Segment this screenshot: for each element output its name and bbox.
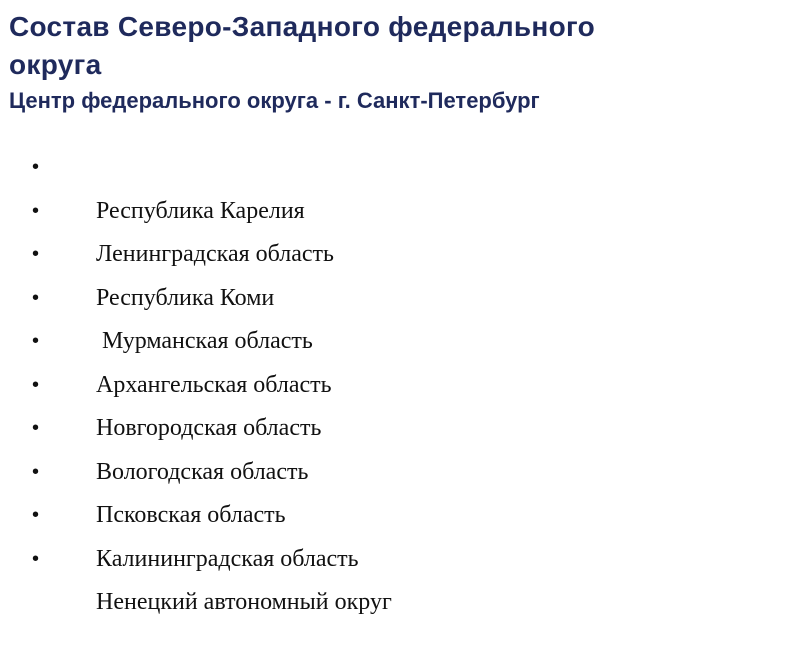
- region-label: Республика Коми: [96, 284, 275, 311]
- list-item-pskov-oblast: [32, 451, 392, 528]
- title-block: [9, 8, 769, 116]
- region-list: [32, 146, 392, 615]
- bullet-icon: •: [32, 286, 40, 309]
- bullet-icon: •: [32, 504, 40, 526]
- bullet-icon: •: [32, 373, 40, 396]
- bullet-icon: •: [32, 156, 40, 178]
- bullet-icon: •: [32, 243, 40, 265]
- region-label: Республика Карелия: [96, 197, 305, 224]
- bullet-icon: •: [32, 330, 40, 352]
- list-item-republic-komi: [32, 233, 392, 311]
- list-item-kaliningrad-oblast: [32, 494, 392, 572]
- slide-subtitle: Центр федерального округа - г. Санкт-Петербург: [9, 88, 540, 113]
- region-label: Ленинградская область: [96, 241, 334, 267]
- bullet-icon: •: [32, 460, 40, 483]
- slide-title-line-2: округа: [9, 49, 102, 80]
- list-item-novgorod-oblast: [32, 364, 392, 441]
- slide-title: [9, 8, 769, 84]
- bullet-icon: •: [32, 199, 40, 222]
- region-label: Архангельская область: [96, 371, 332, 398]
- bullet-icon: •: [32, 547, 40, 570]
- region-label: Калининградская область: [96, 545, 359, 572]
- region-label: Псковская область: [96, 502, 286, 528]
- bullet-icon: •: [32, 417, 40, 439]
- list-item-republic-karelia: [32, 146, 392, 224]
- region-label: Ненецкий автономный округ: [96, 589, 392, 615]
- list-item-nenets-autonomous-okrug: [32, 538, 392, 615]
- list-item-murmansk-oblast: [32, 277, 392, 354]
- slide-title-line-1: Состав Северо-Западного федерального: [9, 11, 596, 42]
- list-item-arkhangelsk-oblast: [32, 320, 392, 398]
- region-label: Новгородская область: [96, 415, 322, 441]
- list-item-leningrad-oblast: [32, 190, 392, 267]
- region-label: Вологодская область: [96, 458, 309, 485]
- region-label: Мурманская область: [96, 328, 313, 354]
- list-item-vologda-oblast: [32, 407, 392, 485]
